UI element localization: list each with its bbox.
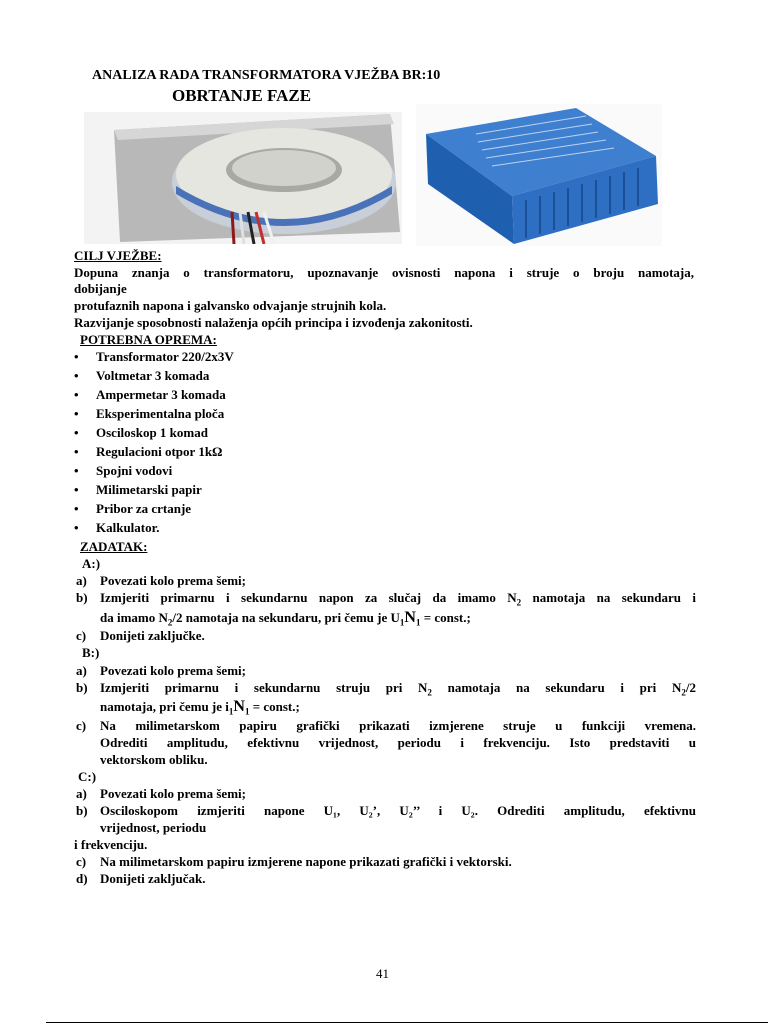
encapsulated-transformer-image bbox=[416, 104, 662, 246]
task-c-d: Donijeti zaključak. bbox=[100, 871, 206, 886]
list-marker: d) bbox=[76, 871, 88, 886]
cilj-line-3: protufaznih napona i galvansko odvajanje strujnih kola. bbox=[74, 298, 387, 313]
list-marker: b) bbox=[76, 680, 88, 695]
cilj-heading: CILJ VJEŽBE: bbox=[74, 248, 162, 263]
list-marker: b) bbox=[76, 803, 88, 818]
task-b-c-line-3: vektorskom obliku. bbox=[100, 752, 208, 767]
task-c-b-line-1: Osciloskopom izmjeriti napone U₁, U₂’, U₂’’ i U₂. Odrediti amplitudu, efektivnu bbox=[100, 803, 696, 818]
task-c-b-line-2: vrijednost, periodu bbox=[100, 820, 207, 835]
task-c-a: Povezati kolo prema šemi; bbox=[100, 786, 246, 801]
list-marker: a) bbox=[76, 573, 87, 588]
footer-rule bbox=[46, 1022, 768, 1023]
zadatak-heading: ZADATAK: bbox=[80, 539, 148, 554]
page-title: OBRTANJE FAZE bbox=[172, 86, 312, 105]
task-a-b-line-1: Izmjeriti primarnu i sekundarnu napon za slučaj da imamo $N_2$ namotaja na sekundaru i bbox=[100, 590, 696, 608]
cilj-line-1: Dopuna znanja o transformatoru, upoznavanje ovisnosti napona i struje o broju namotaja, bbox=[74, 265, 694, 280]
section-b-label: B:) bbox=[82, 645, 100, 660]
toroidal-transformer-image bbox=[84, 112, 402, 244]
list-marker: c) bbox=[76, 854, 87, 869]
task-a-b-line-2: da imamo $N_2/2$ namotaja na sekundaru, pri čemu je $U_1N_1$ = const.; bbox=[100, 609, 471, 628]
section-c-label: C:) bbox=[78, 769, 97, 784]
section-a-label: A:) bbox=[82, 556, 101, 571]
task-b-c-line-1: Na milimetarskom papiru grafički prikazati izmjerene struje u funkciji vremena. bbox=[100, 718, 696, 733]
task-b-b-line-1: Izmjeriti primarnu i sekundarnu struju pri $N_2$ namotaja na sekundaru i pri $N_2/2$ bbox=[100, 680, 696, 698]
task-b-c-line-2: Odrediti amplitudu, efektivnu vrijednost, periodu i frekvenciju. Isto predstaviti u bbox=[100, 735, 696, 750]
cilj-line-4: Razvijanje sposobnosti nalaženja općih principa i izvođenja zakonitosti. bbox=[74, 315, 473, 330]
task-b-b-line-2: namotaja, pri čemu je $i_1N_1$ = const.; bbox=[100, 698, 300, 717]
task-a-c: Donijeti zaključke. bbox=[100, 628, 205, 643]
list-marker: c) bbox=[76, 718, 87, 733]
task-a-a: Povezati kolo prema šemi; bbox=[100, 573, 246, 588]
list-marker: a) bbox=[76, 786, 87, 801]
list-marker: a) bbox=[76, 663, 87, 678]
list-marker: b) bbox=[76, 590, 88, 605]
document-header: ANALIZA RADA TRANSFORMATORA VJEŽBA BR:10 bbox=[92, 68, 441, 83]
task-c-c: Na milimetarskom papiru izmjerene napone prikazati grafički i vektorski. bbox=[100, 854, 512, 869]
task-b-a: Povezati kolo prema šemi; bbox=[100, 663, 246, 678]
list-marker: c) bbox=[76, 628, 87, 643]
oprema-heading: POTREBNA OPREMA: bbox=[80, 332, 217, 347]
task-c-b-line-3: i frekvenciju. bbox=[74, 837, 148, 852]
page-number: 41 bbox=[376, 966, 389, 981]
cilj-line-2: dobijanje bbox=[74, 281, 127, 296]
